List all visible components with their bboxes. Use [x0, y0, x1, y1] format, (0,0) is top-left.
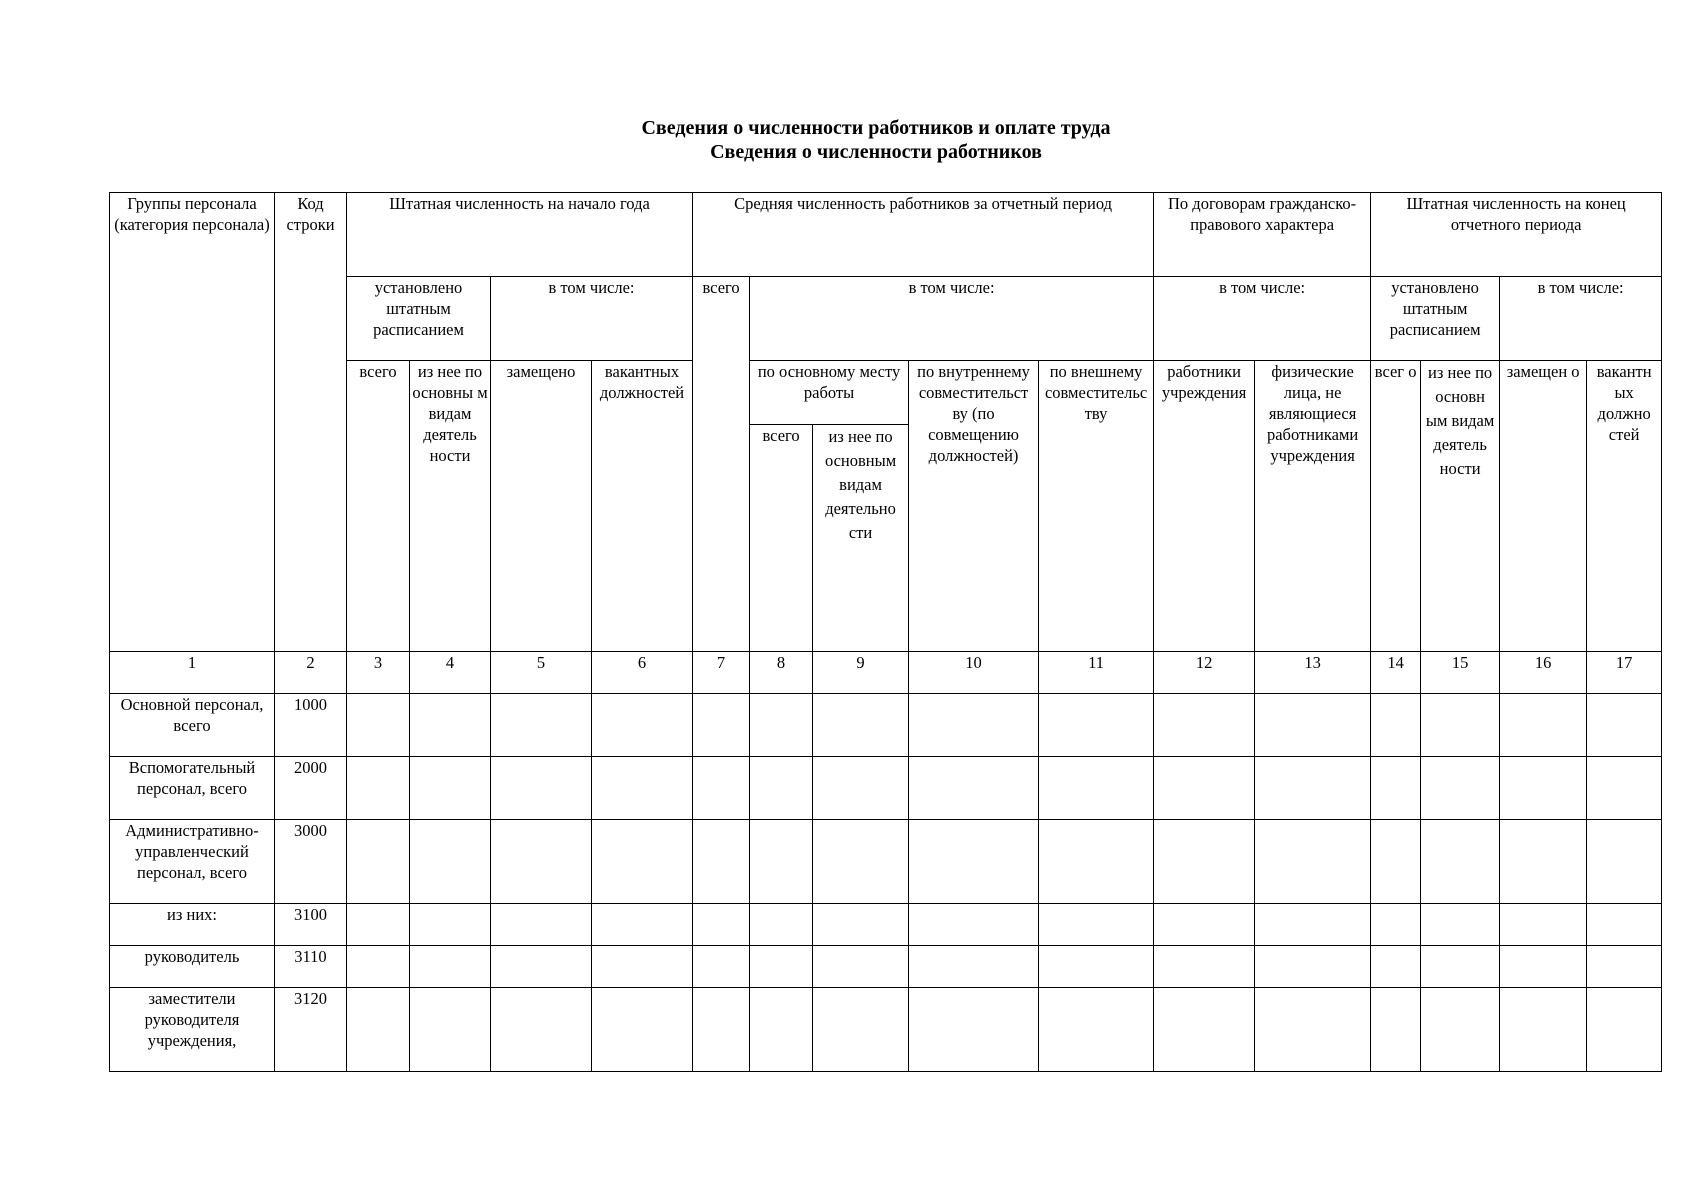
data-cell[interactable] [592, 946, 693, 988]
data-cell[interactable] [410, 904, 491, 946]
header-col5: замещено [491, 361, 592, 652]
column-number: 3 [347, 652, 410, 694]
data-cell[interactable] [491, 988, 592, 1072]
data-cell[interactable] [1500, 820, 1587, 904]
data-cell[interactable] [1255, 694, 1371, 757]
header-incl-end: в том числе: [1500, 277, 1662, 361]
header-civil-incl: в том числе: [1154, 277, 1371, 361]
row-label: Вспомогательный персонал, всего [110, 757, 275, 820]
header-col10: по внутреннему совместительст ву (по совмещению должностей) [909, 361, 1039, 652]
data-cell[interactable] [693, 988, 750, 1072]
data-cell[interactable] [1154, 820, 1255, 904]
column-number: 4 [410, 652, 491, 694]
column-number: 1 [110, 652, 275, 694]
table-row [110, 757, 1662, 820]
data-cell[interactable] [750, 988, 813, 1072]
data-cell[interactable] [410, 757, 491, 820]
column-number: 11 [1039, 652, 1154, 694]
header-average: Средняя численность работников за отчетный период [693, 193, 1154, 277]
column-number: 7 [693, 652, 750, 694]
data-cell[interactable] [347, 757, 410, 820]
column-number: 2 [275, 652, 347, 694]
table-row [110, 820, 1662, 904]
table-row [110, 694, 1662, 757]
data-cell[interactable] [813, 946, 909, 988]
data-cell[interactable] [347, 904, 410, 946]
data-cell[interactable] [1154, 757, 1255, 820]
header-col9: из нее по основным видам деятельно сти [813, 425, 909, 652]
data-cell[interactable] [693, 757, 750, 820]
column-number: 10 [909, 652, 1039, 694]
column-number: 13 [1255, 652, 1371, 694]
data-cell[interactable] [410, 820, 491, 904]
data-cell[interactable] [1500, 904, 1587, 946]
data-cell[interactable] [1587, 904, 1662, 946]
data-cell[interactable] [1587, 757, 1662, 820]
column-numbers-row [110, 652, 1662, 694]
data-cell[interactable] [1255, 988, 1371, 1072]
row-label: Основной персонал, всего [110, 694, 275, 757]
data-cell[interactable] [491, 757, 592, 820]
data-cell[interactable] [592, 904, 693, 946]
data-cell[interactable] [693, 694, 750, 757]
column-number: 9 [813, 652, 909, 694]
data-cell[interactable] [1154, 904, 1255, 946]
row-label: руководитель [110, 946, 275, 988]
data-cell[interactable] [1255, 757, 1371, 820]
header-civil-contracts: По договорам гражданско-правового характера [1154, 193, 1371, 277]
data-cell[interactable] [1154, 694, 1255, 757]
data-cell[interactable] [1421, 946, 1500, 988]
header-col3: всего [347, 361, 410, 652]
data-cell[interactable] [693, 904, 750, 946]
header-avg-incl: в том числе: [750, 277, 1154, 361]
row-label: Административно-управленческий персонал, всего [110, 820, 275, 904]
row-code: 3100 [275, 904, 347, 946]
data-cell[interactable] [909, 820, 1039, 904]
header-established-end: установлено штатным расписанием [1371, 277, 1500, 361]
data-cell[interactable] [750, 820, 813, 904]
data-cell[interactable] [1500, 757, 1587, 820]
data-cell[interactable] [491, 904, 592, 946]
data-cell[interactable] [1039, 904, 1154, 946]
data-cell[interactable] [1500, 694, 1587, 757]
data-cell[interactable] [491, 946, 592, 988]
data-cell[interactable] [491, 694, 592, 757]
data-cell[interactable] [813, 988, 909, 1072]
data-cell[interactable] [909, 904, 1039, 946]
data-cell[interactable] [1371, 988, 1421, 1072]
data-cell[interactable] [1039, 820, 1154, 904]
column-number: 15 [1421, 652, 1500, 694]
column-number: 16 [1500, 652, 1587, 694]
header-staff-start: Штатная численность на начало года [347, 193, 693, 277]
row-code: 3120 [275, 988, 347, 1072]
header-col17: вакантн ых должно стей [1587, 361, 1662, 652]
data-cell[interactable] [1039, 988, 1154, 1072]
data-cell[interactable] [1154, 946, 1255, 988]
header-incl-start: в том числе: [491, 277, 693, 361]
header-col15: из нее по основн ым видам деятель ности [1421, 361, 1500, 652]
data-cell[interactable] [813, 694, 909, 757]
data-cell[interactable] [1371, 694, 1421, 757]
data-cell[interactable] [909, 694, 1039, 757]
data-cell[interactable] [1371, 820, 1421, 904]
data-cell[interactable] [347, 988, 410, 1072]
data-cell[interactable] [347, 820, 410, 904]
row-code: 3110 [275, 946, 347, 988]
data-cell[interactable] [347, 946, 410, 988]
header-col6: вакантных должностей [592, 361, 693, 652]
row-label: заместители руководителя учреждения, [110, 988, 275, 1072]
data-cell[interactable] [750, 757, 813, 820]
data-cell[interactable] [1371, 946, 1421, 988]
data-cell[interactable] [1587, 694, 1662, 757]
header-col16: замещен о [1500, 361, 1587, 652]
data-cell[interactable] [750, 694, 813, 757]
data-cell[interactable] [1500, 988, 1587, 1072]
data-cell[interactable] [1421, 757, 1500, 820]
data-cell[interactable] [1154, 988, 1255, 1072]
document-subtitle: Сведения о численности работников [710, 141, 1042, 163]
data-cell[interactable] [592, 820, 693, 904]
header-group: Группы персонала (категория персонала) [110, 193, 275, 652]
data-cell[interactable] [1587, 988, 1662, 1072]
data-cell[interactable] [750, 904, 813, 946]
data-cell[interactable] [1500, 946, 1587, 988]
column-number: 5 [491, 652, 592, 694]
column-number: 14 [1371, 652, 1421, 694]
data-cell[interactable] [1371, 904, 1421, 946]
data-cell[interactable] [750, 946, 813, 988]
data-cell[interactable] [1421, 988, 1500, 1072]
data-cell[interactable] [909, 946, 1039, 988]
column-number: 12 [1154, 652, 1255, 694]
header-col11: по внешнему совместительс тву [1039, 361, 1154, 652]
document-title: Сведения о численности работников и оплате труда [641, 117, 1111, 139]
header-col4: из нее по основны м видам деятель ности [410, 361, 491, 652]
header-col8: всего [750, 425, 813, 652]
data-cell[interactable] [592, 694, 693, 757]
data-cell[interactable] [1039, 694, 1154, 757]
data-cell[interactable] [909, 757, 1039, 820]
data-cell[interactable] [909, 988, 1039, 1072]
data-cell[interactable] [347, 694, 410, 757]
header-avg-total: всего [693, 277, 750, 652]
data-cell[interactable] [592, 757, 693, 820]
data-cell[interactable] [1255, 946, 1371, 988]
data-cell[interactable] [1421, 820, 1500, 904]
data-cell[interactable] [1421, 694, 1500, 757]
data-cell[interactable] [813, 757, 909, 820]
data-cell[interactable] [813, 820, 909, 904]
column-number: 8 [750, 652, 813, 694]
table-row [110, 946, 1662, 988]
data-cell[interactable] [693, 946, 750, 988]
row-code: 2000 [275, 757, 347, 820]
header-col12: работники учреждения [1154, 361, 1255, 652]
data-cell[interactable] [1039, 946, 1154, 988]
document-titles [0, 116, 1697, 164]
header-code: Код строки [275, 193, 347, 652]
data-cell[interactable] [592, 988, 693, 1072]
data-cell[interactable] [1587, 820, 1662, 904]
data-cell[interactable] [1255, 820, 1371, 904]
column-number: 6 [592, 652, 693, 694]
data-cell[interactable] [1421, 904, 1500, 946]
row-code: 3000 [275, 820, 347, 904]
row-label: из них: [110, 904, 275, 946]
header-main-place: по основному месту работы [750, 361, 909, 425]
data-cell[interactable] [693, 820, 750, 904]
data-cell[interactable] [410, 988, 491, 1072]
header-established-start: установлено штатным расписанием [347, 277, 491, 361]
table-row [110, 904, 1662, 946]
headcount-table [109, 192, 1662, 1072]
header-col13: физические лица, не являющиеся работниками учреждения [1255, 361, 1371, 652]
header-staff-end: Штатная численность на конец отчетного периода [1371, 193, 1662, 277]
table-row [110, 988, 1662, 1072]
row-code: 1000 [275, 694, 347, 757]
column-number: 17 [1587, 652, 1662, 694]
data-cell[interactable] [410, 946, 491, 988]
data-cell[interactable] [1039, 757, 1154, 820]
data-cell[interactable] [1255, 904, 1371, 946]
header-col14: всег о [1371, 361, 1421, 652]
data-cell[interactable] [1587, 946, 1662, 988]
data-cell[interactable] [1371, 757, 1421, 820]
data-cell[interactable] [491, 820, 592, 904]
data-cell[interactable] [410, 694, 491, 757]
data-cell[interactable] [813, 904, 909, 946]
